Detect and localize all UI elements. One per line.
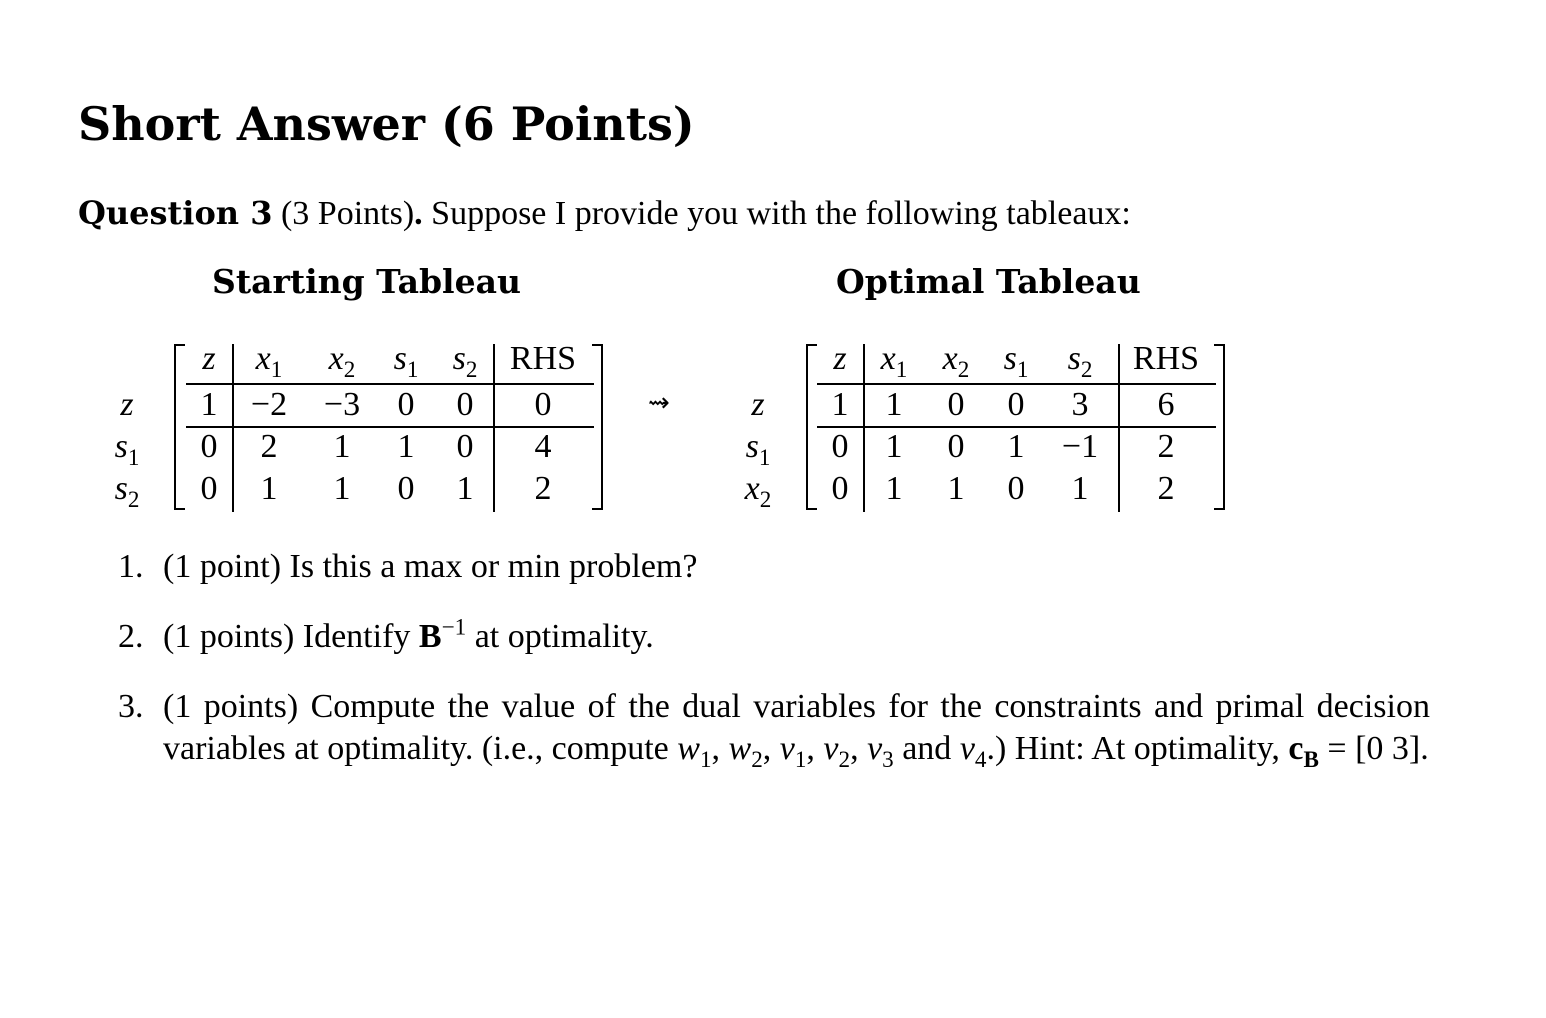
tableau-cell: 6 <box>1157 386 1175 423</box>
matrix-b: B <box>418 618 442 655</box>
tableau-cell: 1 <box>1007 428 1025 465</box>
column-header: $s_2$ <box>1067 340 1093 384</box>
tableau-cell: 0 <box>456 386 474 423</box>
column-divider <box>1118 344 1120 512</box>
inverse-superscript: −1 <box>441 614 467 641</box>
question-item-3 <box>118 686 1430 774</box>
tableau-cell: 1 <box>333 428 351 465</box>
question-items <box>118 546 1430 798</box>
question-item-1 <box>118 546 1430 588</box>
dual-variable: $v_4$ <box>959 730 987 774</box>
column-divider <box>863 344 865 512</box>
tableau-cell: −2 <box>250 386 288 423</box>
dual-variable: $v_3$ <box>867 730 894 774</box>
row-divider <box>817 426 1216 428</box>
tableau-cell: 0 <box>1007 386 1025 423</box>
tableau-cell: 1 <box>456 470 474 507</box>
tableau-cell: 1 <box>885 428 903 465</box>
tableau-cell: 0 <box>831 428 849 465</box>
dual-variable: $v_2$ <box>823 730 851 774</box>
tableau-cell: 1 <box>831 386 849 423</box>
column-header: $s_2$ <box>452 340 478 384</box>
left-bracket <box>174 344 185 510</box>
column-header: RHS <box>1132 340 1200 377</box>
tableau-cell: 2 <box>1157 470 1175 507</box>
column-header: $x_1$ <box>880 340 908 384</box>
question-points: (3 Points) <box>280 195 415 232</box>
tableau-cell: 2 <box>534 470 552 507</box>
tableau-cell: 1 <box>260 470 278 507</box>
row-label: z <box>120 386 134 423</box>
cost-vector-subscript: B <box>1303 747 1319 774</box>
tableau-cell: 1 <box>397 428 415 465</box>
item-text-part2: .) Hint: At optimality, <box>986 730 1289 767</box>
right-bracket <box>1214 344 1225 510</box>
tableau-cell: 0 <box>456 428 474 465</box>
question-label: Question 3 <box>78 194 273 232</box>
tableau-cell: 1 <box>885 470 903 507</box>
column-header: z <box>202 340 216 377</box>
left-bracket <box>806 344 817 510</box>
question-separator: . <box>414 195 423 232</box>
item-text: (1 point) Is this a max or min problem? <box>163 548 698 585</box>
column-header: $s_1$ <box>393 340 419 384</box>
column-divider <box>232 344 234 512</box>
row-label: $s_1$ <box>745 428 771 472</box>
tableau-cell: −1 <box>1061 428 1099 465</box>
section-title: Short Answer (6 Points) <box>78 97 695 151</box>
tableau-cell: 0 <box>1007 470 1025 507</box>
tableau-cell: 1 <box>947 470 965 507</box>
tableau-cell: 0 <box>200 428 218 465</box>
item-text <box>163 686 1430 774</box>
row-label: $s_1$ <box>114 428 140 472</box>
item-text-before: (1 points) Identify <box>163 618 419 655</box>
question-item-2 <box>118 616 1430 658</box>
starting-tableau-title: Starting Tableau <box>212 262 521 301</box>
tableau-cell: 0 <box>200 470 218 507</box>
row-divider <box>186 383 594 385</box>
column-header: RHS <box>509 340 577 377</box>
question-text: Suppose I provide you with the following tableaux: <box>431 195 1131 232</box>
tableau-cell: −3 <box>323 386 361 423</box>
item-text <box>163 616 1430 658</box>
column-header: $s_1$ <box>1003 340 1029 384</box>
row-label: $x_2$ <box>744 470 772 514</box>
column-header: z <box>833 340 847 377</box>
dual-variable: $w_1$ <box>677 730 712 774</box>
row-label: $s_2$ <box>114 470 140 514</box>
cost-vector-c: c <box>1288 730 1304 767</box>
tableau-cell: 1 <box>1071 470 1089 507</box>
right-bracket <box>592 344 603 510</box>
tableau-cell: 0 <box>397 470 415 507</box>
row-divider <box>817 383 1216 385</box>
optimal-tableau-title: Optimal Tableau <box>836 262 1141 301</box>
tableau-cell: 1 <box>333 470 351 507</box>
transition-arrow: ⇝ <box>648 388 670 418</box>
tableau-cell: 0 <box>534 386 552 423</box>
item-number: 3. <box>118 688 144 725</box>
tableau-cell: 0 <box>831 470 849 507</box>
tableau-cell: 3 <box>1071 386 1089 423</box>
column-header: $x_1$ <box>255 340 283 384</box>
item-text-part1: (1 points) Compute the value of the dual variables for the constraints and primal decision variables at optimality. (i.e., compute <box>163 688 1430 767</box>
tableau-cell: 2 <box>260 428 278 465</box>
tableau-cell: 0 <box>947 386 965 423</box>
dual-variable: $w_2$ <box>728 730 763 774</box>
column-header: $x_2$ <box>328 340 356 384</box>
tableau-cell: 4 <box>534 428 552 465</box>
tableau-cell: 2 <box>1157 428 1175 465</box>
item-number: 1. <box>118 548 144 585</box>
row-divider <box>186 426 594 428</box>
tableau-cell: 0 <box>947 428 965 465</box>
item-number: 2. <box>118 618 144 655</box>
tableau-cell: 1 <box>200 386 218 423</box>
column-header: $x_2$ <box>942 340 970 384</box>
cost-vector-value: = [0 3]. <box>1318 730 1429 767</box>
question-prompt <box>78 193 1131 236</box>
dual-variable-list: $w_1$, $w_2$, $v_1$, $v_2$, $v_3$ and $v_4$ <box>677 730 987 774</box>
row-label: z <box>751 386 765 423</box>
tableau-cell: 0 <box>397 386 415 423</box>
column-divider <box>493 344 495 512</box>
dual-variable: $v_1$ <box>779 730 807 774</box>
item-text-after: at optimality. <box>466 618 654 655</box>
tableau-cell: 1 <box>885 386 903 423</box>
